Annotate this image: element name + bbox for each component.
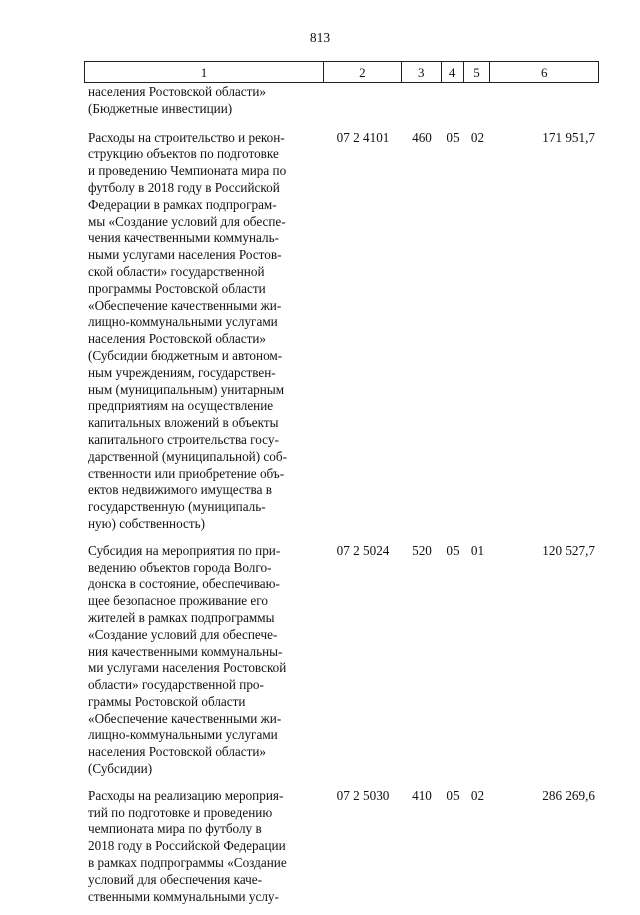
- table-row: [88, 788, 599, 906]
- table-header: [84, 61, 599, 83]
- header-col-2: 2: [324, 62, 402, 82]
- continuation-row: [88, 84, 599, 118]
- row-col-5: 02: [470, 787, 485, 803]
- row-col-4: 05: [446, 129, 460, 145]
- row-code: 07 2 4101: [336, 129, 390, 145]
- row-col-5: 01: [470, 542, 485, 558]
- header-col-1: 1: [85, 62, 324, 82]
- header-col-5: 5: [464, 62, 491, 82]
- row-amount: 120 527,7: [542, 542, 595, 558]
- table-row: [88, 543, 599, 778]
- row-amount: 171 951,7: [542, 129, 595, 145]
- header-col-3: 3: [402, 62, 442, 82]
- row-col-4: 05: [446, 542, 460, 558]
- row-col-4: 05: [446, 787, 460, 803]
- row-code: 07 2 5030: [336, 787, 390, 803]
- row-amount: 286 269,6: [542, 787, 595, 803]
- page-number: 813: [309, 30, 331, 45]
- row-col-5: 02: [470, 129, 485, 145]
- row-code: 07 2 5024: [336, 542, 390, 558]
- row-col-3: 460: [412, 129, 432, 145]
- row-col-3: 520: [412, 542, 432, 558]
- table-body: [88, 84, 599, 915]
- row-description: Расходы на строительство и рекон- струкцию объектов по подготовке и проведению Чемпионата мира по футболу в 2018 году в Российской Федерации в рамках подпрограм- мы «Создание условий для обеспе- чения качественными коммуналь- ными услугами населения Ростов- ской области» государственной программы Ростовской области «Обеспечение качественными жи- лищно-коммунальными услугами населения Ростовской области» (Субсидии бюджетным и автоном- ным учреждениям, государствен- ным (муниципальным) унитарным предприятиям на осуществление капитальных вложений в объекты капитального строительства госу- дарственной (муниципальной) соб- ственности или приобретение объ- ектов недвижимого имущества в государственную (муниципаль- ную) собственность): [88, 129, 287, 531]
- continuation-text: населения Ростовской области» (Бюджетные инвестиции): [88, 84, 267, 116]
- row-description: Расходы на реализацию мероприя- тий по подготовке и проведению чемпионата мира по футболу в 2018 году в Российской Федерации в рамках подпрограммы «Создание условий для обеспечения каче- ственными коммунальными услу-: [88, 787, 287, 904]
- row-col-3: 410: [412, 787, 432, 803]
- table-row: [88, 130, 599, 533]
- row-description: Субсидия на мероприятия по при- ведению объектов города Волго- донска в состояние, обеспечиваю- щее безопасное проживание его жителей в рамках подпрограммы «Создание условий для обеспече- ния качественными коммунальны- ми услугами населения Ростовской области» государственной про- граммы Ростовской области «Обеспечение качественными жи- лищно-коммунальными услугами населения Ростовской области» (Субсидии): [88, 542, 287, 777]
- header-col-6: 6: [540, 65, 548, 80]
- header-col-4: 4: [442, 62, 464, 82]
